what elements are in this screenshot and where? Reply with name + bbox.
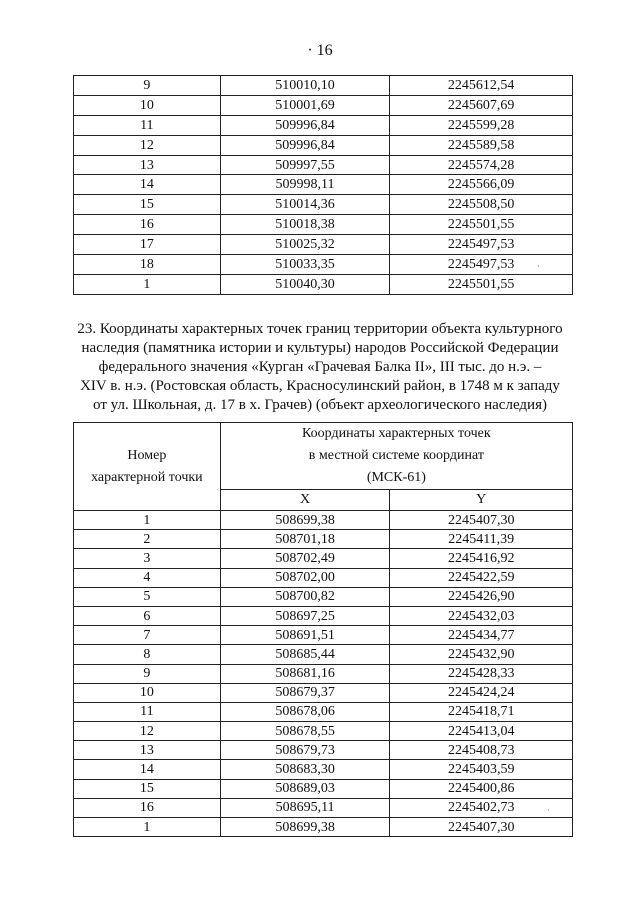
table-row [74, 76, 573, 96]
table-row [74, 530, 573, 549]
y-coordinate-cell: 2245403,59 [390, 760, 573, 779]
y-coordinate-cell: 2245407,30 [390, 818, 573, 837]
point-number-cell: 12 [74, 135, 221, 155]
table-row [74, 798, 573, 817]
x-coordinate-cell: 508699,38 [220, 511, 390, 530]
table-row [74, 702, 573, 721]
header-number-line: Номер [127, 447, 167, 463]
x-coordinate-cell: 510040,30 [220, 274, 390, 294]
point-number-cell: 14 [74, 760, 221, 779]
x-coordinate-cell: 508689,03 [220, 779, 390, 798]
header-coord-line: в местной системе координат [308, 448, 484, 463]
y-coordinate-cell: 2245418,71 [390, 702, 573, 721]
table-row [74, 549, 573, 568]
table-row [74, 235, 573, 255]
heading-line: федерального значения «Курган «Грачевая Балка II», III тыс. до н.э. – [98, 359, 542, 375]
point-number-cell: 3 [74, 549, 221, 568]
table-row [74, 215, 573, 235]
point-number-cell: 9 [74, 76, 221, 96]
x-coordinate-cell: 508691,51 [220, 626, 390, 645]
point-number-cell: 17 [74, 235, 221, 255]
y-coordinate-cell: 2245411,39 [390, 530, 573, 549]
y-coordinate-cell: 2245566,09 [390, 175, 573, 195]
y-coordinate-cell: 2245432,03 [390, 606, 573, 625]
x-coordinate-cell: 508702,00 [220, 568, 390, 587]
coordinates-table [73, 422, 573, 837]
point-number-cell: 5 [74, 587, 221, 606]
y-coordinate-cell: 2245416,92 [390, 549, 573, 568]
x-coordinate-cell: 508695,11 [220, 798, 390, 817]
header-x: X [220, 490, 390, 511]
table-row [74, 195, 573, 215]
point-number-cell: 6 [74, 606, 221, 625]
y-coordinate-cell: 2245599,28 [390, 115, 573, 135]
header-number-line: характерной точки [91, 469, 203, 485]
x-coordinate-cell: 509996,84 [220, 135, 390, 155]
header-point-number [74, 423, 221, 511]
point-number-cell: 11 [74, 115, 221, 135]
point-number-cell: 14 [74, 175, 221, 195]
table-row [74, 587, 573, 606]
y-coordinate-cell: 2245497,53 [390, 235, 573, 255]
y-coordinate-cell: 2245432,90 [390, 645, 573, 664]
x-coordinate-cell: 508685,44 [220, 645, 390, 664]
x-coordinate-cell: 508702,49 [220, 549, 390, 568]
x-coordinate-cell: 508697,25 [220, 606, 390, 625]
y-coordinate-cell: 2245497,53 [390, 255, 573, 275]
y-coordinate-cell: 2245402,73 [390, 798, 573, 817]
y-coordinate-cell: 2245422,59 [390, 568, 573, 587]
table-row [74, 683, 573, 702]
header-coord-line: Координаты характерных точек [302, 426, 491, 441]
point-number-cell: 18 [74, 255, 221, 275]
table-row [74, 645, 573, 664]
table-row [74, 274, 573, 294]
table-row [74, 818, 573, 837]
x-coordinate-cell: 509998,11 [220, 175, 390, 195]
x-coordinate-cell: 510001,69 [220, 95, 390, 115]
y-coordinate-cell: 2245501,55 [390, 215, 573, 235]
point-number-cell: 12 [74, 722, 221, 741]
y-coordinate-cell: 2245428,33 [390, 664, 573, 683]
x-coordinate-cell: 508678,06 [220, 702, 390, 721]
y-coordinate-cell: 2245501,55 [390, 274, 573, 294]
x-coordinate-cell: 508679,37 [220, 683, 390, 702]
point-number-cell: 8 [74, 645, 221, 664]
y-coordinate-cell: 2245413,04 [390, 722, 573, 741]
point-number-cell: 1 [74, 511, 221, 530]
point-number-cell: 11 [74, 702, 221, 721]
point-number-cell: 15 [74, 195, 221, 215]
x-coordinate-cell: 508678,55 [220, 722, 390, 741]
x-coordinate-cell: 508699,38 [220, 818, 390, 837]
table-row [74, 255, 573, 275]
y-coordinate-cell: 2245589,58 [390, 135, 573, 155]
heading-line: от ул. Школьная, д. 17 в х. Грачев) (объект археологического наследия) [93, 397, 547, 413]
x-coordinate-cell: 508679,73 [220, 741, 390, 760]
table-row [74, 606, 573, 625]
y-coordinate-cell: 2245426,90 [390, 587, 573, 606]
table-row [74, 115, 573, 135]
x-coordinate-cell: 510025,32 [220, 235, 390, 255]
header-y: Y [390, 490, 573, 511]
table-row [74, 760, 573, 779]
point-number-cell: 13 [74, 155, 221, 175]
point-number-cell: 1 [74, 818, 221, 837]
point-number-cell: 4 [74, 568, 221, 587]
point-number-cell: 9 [74, 664, 221, 683]
x-coordinate-cell: 508701,18 [220, 530, 390, 549]
table-row [74, 626, 573, 645]
x-coordinate-cell: 508683,30 [220, 760, 390, 779]
table-row [74, 175, 573, 195]
table-row [74, 511, 573, 530]
heading-line: 23. Координаты характерных точек границ территории объекта культурного [77, 321, 563, 337]
point-number-cell: 10 [74, 95, 221, 115]
y-coordinate-cell: 2245407,30 [390, 511, 573, 530]
x-coordinate-cell: 509997,55 [220, 155, 390, 175]
point-number-cell: 1 [74, 274, 221, 294]
table-row [74, 135, 573, 155]
point-number-cell: 2 [74, 530, 221, 549]
y-coordinate-cell: 2245400,86 [390, 779, 573, 798]
table-row [74, 664, 573, 683]
coordinates-table-continued [73, 75, 573, 295]
table-row [74, 722, 573, 741]
y-coordinate-cell: 2245574,28 [390, 155, 573, 175]
y-coordinate-cell: 2245612,54 [390, 76, 573, 96]
scan-speck: · [547, 806, 550, 815]
table-row [74, 568, 573, 587]
scan-speck: · [537, 262, 540, 271]
point-number-cell: 16 [74, 798, 221, 817]
section-heading [60, 320, 580, 415]
y-coordinate-cell: 2245607,69 [390, 95, 573, 115]
heading-line: XIV в. н.э. (Ростовская область, Красносулинский район, в 1748 м к западу [80, 378, 560, 394]
header-coord-line: (МСК-61) [366, 470, 426, 485]
x-coordinate-cell: 508681,16 [220, 664, 390, 683]
x-coordinate-cell: 510014,36 [220, 195, 390, 215]
x-coordinate-cell: 510033,35 [220, 255, 390, 275]
header-coordinates [220, 423, 572, 490]
heading-line: наследия (памятника истории и культуры) народов Российской Федерации [81, 340, 559, 356]
table-row [74, 155, 573, 175]
y-coordinate-cell: 2245424,24 [390, 683, 573, 702]
x-coordinate-cell: 509996,84 [220, 115, 390, 135]
y-coordinate-cell: 2245408,73 [390, 741, 573, 760]
x-coordinate-cell: 510018,38 [220, 215, 390, 235]
point-number-cell: 15 [74, 779, 221, 798]
point-number-cell: 16 [74, 215, 221, 235]
point-number-cell: 13 [74, 741, 221, 760]
x-coordinate-cell: 510010,10 [220, 76, 390, 96]
y-coordinate-cell: 2245434,77 [390, 626, 573, 645]
point-number-cell: 10 [74, 683, 221, 702]
table-row [74, 95, 573, 115]
point-number-cell: 7 [74, 626, 221, 645]
table-row [74, 741, 573, 760]
table-row [74, 779, 573, 798]
x-coordinate-cell: 508700,82 [220, 587, 390, 606]
y-coordinate-cell: 2245508,50 [390, 195, 573, 215]
page-number: · 16 [307, 42, 333, 59]
